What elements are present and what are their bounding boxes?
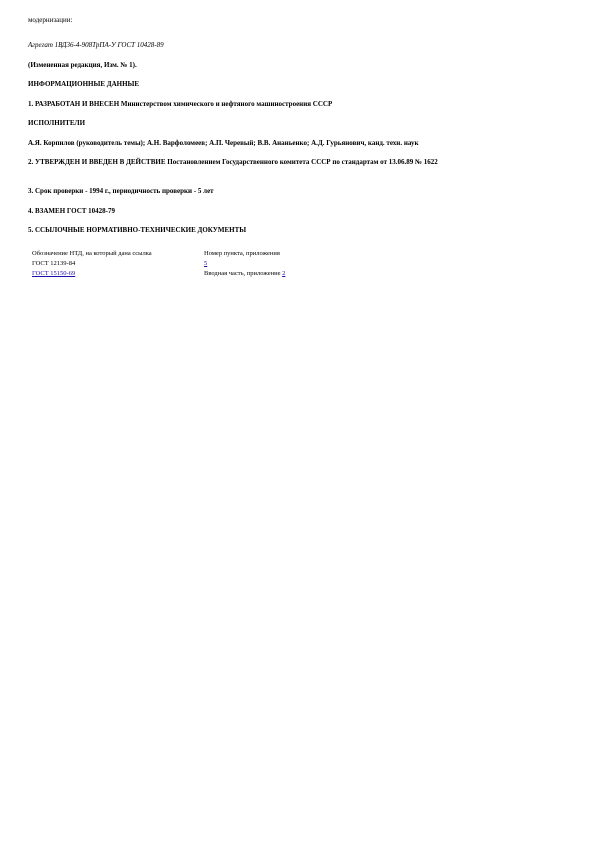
executors-heading: ИСПОЛНИТЕЛИ (28, 119, 86, 127)
clause-link[interactable]: 2 (282, 270, 286, 277)
cell-document (30, 269, 202, 279)
modernization-line: модернизации: (28, 16, 73, 24)
references-table (30, 249, 366, 279)
table-row (30, 269, 366, 279)
info-heading: ИНФОРМАЦИОННЫЕ ДАННЫЕ (28, 80, 140, 88)
table-header-row (30, 249, 366, 259)
item-review-period: 3. Срок проверки - 1994 г., периодичность проверки - 5 лет (28, 187, 214, 195)
executors-list: А.Я. Корпилов (руководитель темы); А.Н. Варфоломеев; А.П. Черевый; В.В. Ананьенко; А.Д. Гурьянович, канд. техн. наук (28, 139, 419, 147)
clause-prefix: Вводная часть, приложение (204, 270, 283, 277)
revision-note: (Измененная редакция, Изм. № 1). (28, 61, 137, 69)
table-row (30, 259, 366, 269)
column-header-document: Обозначение НТД, на который дана ссылка (32, 250, 152, 257)
cell-clause (202, 269, 366, 279)
item-approved: 2. УТВЕРЖДЕН И ВВЕДЕН В ДЕЙСТВИЕ Постановлением Государственного комитета СССР по стандартам от 13.06.89 № 1622 (28, 158, 438, 166)
document-link[interactable]: ГОСТ 15150-69 (32, 270, 76, 277)
designation-line: Агрегат 1ВД36-4-908ТрПА-У ГОСТ 10428-89 (28, 41, 164, 49)
item-references-heading: 5. ССЫЛОЧНЫЕ НОРМАТИВНО-ТЕХНИЧЕСКИЕ ДОКУМЕНТЫ (28, 226, 247, 234)
cell-document: ГОСТ 12139-84 (32, 260, 76, 267)
item-developed: 1. РАЗРАБОТАН И ВНЕСЕН Министерством химического и нефтяного машиностроения СССР (28, 100, 333, 108)
clause-link[interactable]: 5 (204, 260, 208, 267)
cell-clause (202, 259, 366, 269)
item-replaces: 4. ВЗАМЕН ГОСТ 10428-79 (28, 207, 116, 215)
column-header-clause: Номер пункта, приложения (204, 250, 280, 257)
